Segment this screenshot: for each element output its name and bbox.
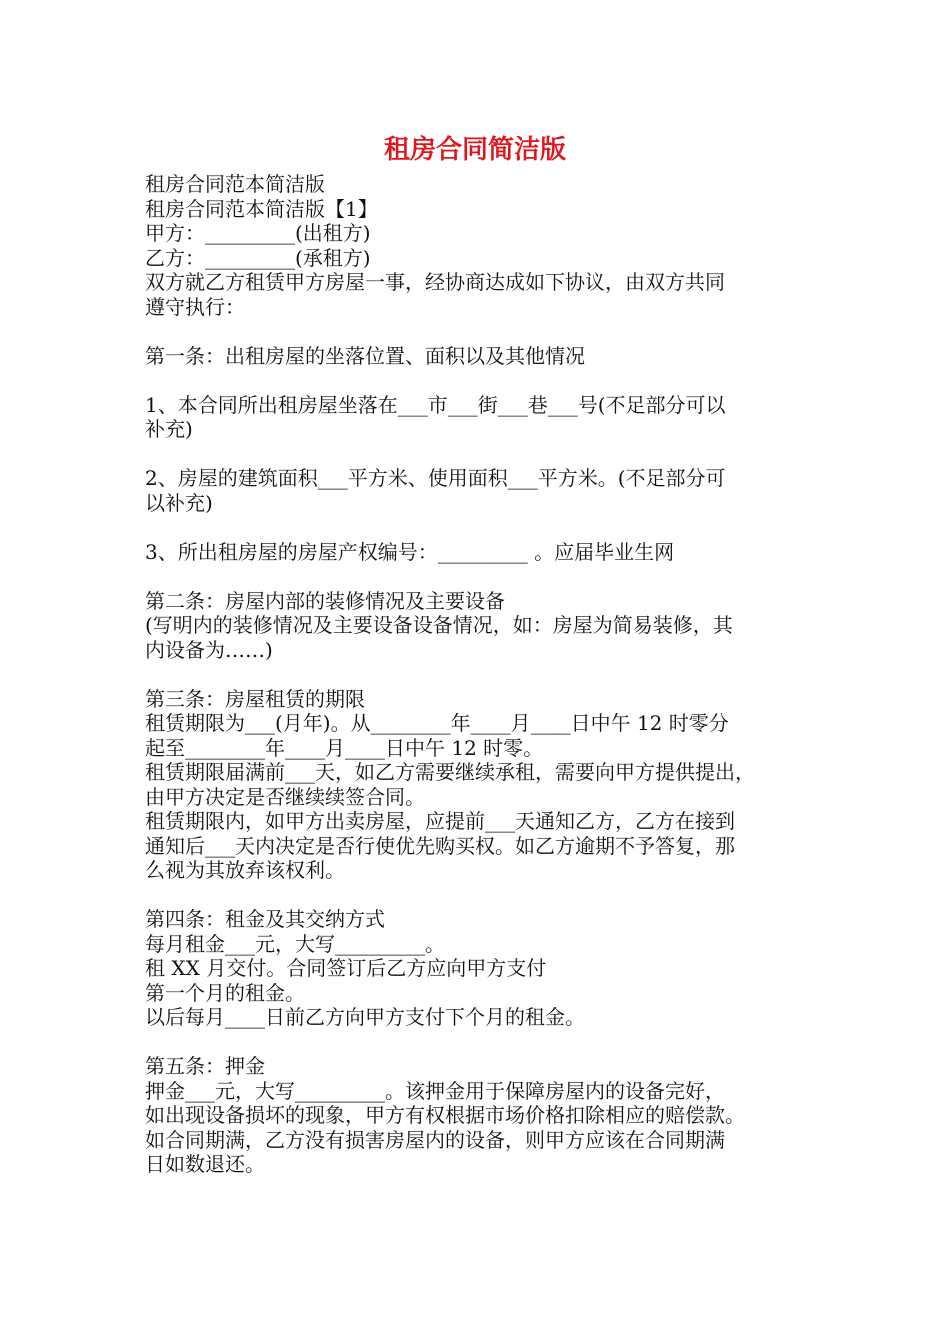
- blank-line: [145, 442, 825, 467]
- body-line: 租赁期限届满前___天，如乙方需要继续承租，需要向甲方提供提出，: [145, 760, 755, 784]
- body-line: 以后每月____日前乙方向甲方支付下个月的租金。: [145, 1005, 585, 1029]
- blank-line: [145, 1030, 825, 1055]
- body-line: 第一条：出租房屋的坐落位置、面积以及其他情况: [145, 343, 585, 368]
- body-line: 起至________年____月____日中午 12 时零。: [145, 735, 544, 760]
- body-line: 租赁期限内，如甲方出卖房屋，应提前___天通知乙方，乙方在接到: [145, 809, 735, 833]
- blank-line: [145, 319, 825, 344]
- body-line: 3、所出租房屋的房屋产权编号：_________ 。应届毕业生网: [145, 539, 675, 564]
- body-line: 押金___元，大写_________。该押金用于保障房屋内的设备完好，: [145, 1078, 725, 1103]
- body-line: 租房合同范本简洁版【1】: [145, 196, 378, 221]
- body-line: 补充): [145, 417, 193, 441]
- body-line: 每月租金___元，大写_________。: [145, 931, 445, 956]
- blank-line: [145, 368, 825, 393]
- body-line: 遵守执行：: [145, 294, 245, 319]
- body-line: 租 XX 月交付。合同签订后乙方应向甲方支付: [145, 956, 547, 980]
- body-line: 第四条：租金及其交纳方式: [145, 907, 385, 931]
- body-line: (写明内的装修情况及主要设备设备情况，如：房屋为简易装修，其: [145, 613, 733, 637]
- body-line: 内设备为……): [145, 637, 273, 662]
- body-line: 如合同期满，乙方没有损害房屋内的设备，则甲方应该在合同期满: [145, 1127, 725, 1152]
- body-line: 租房合同范本简洁版: [145, 172, 325, 196]
- body-line: 通知后___天内决定是否行使优先购买权。如乙方逾期不予答复，那: [145, 833, 735, 858]
- blank-line: [145, 883, 825, 908]
- blank-line: [145, 564, 825, 589]
- body-line: 租赁期限为___(月年)。从________年____月____日中午 12 时零分: [145, 711, 729, 735]
- body-line: 日如数退还。: [145, 1152, 265, 1176]
- body-line: 由甲方决定是否继续续签合同。: [145, 784, 425, 809]
- blank-line: [145, 515, 825, 540]
- body-line: 第三条：房屋租赁的期限: [145, 686, 365, 711]
- body-line: 第二条：房屋内部的装修情况及主要设备: [145, 588, 505, 613]
- body-line: 如出现设备损坏的现象，甲方有权根据市场价格扣除相应的赔偿款。: [145, 1103, 745, 1127]
- document-title: 租房合同简洁版: [383, 135, 566, 165]
- body-line: 甲方：_________(出租方): [145, 221, 371, 245]
- body-line: 么视为其放弃该权利。: [145, 858, 345, 882]
- body-line: 以补充): [145, 490, 213, 515]
- blank-line: [145, 662, 825, 687]
- body-line: 第五条：押金: [145, 1054, 265, 1078]
- body-line: 第一个月的租金。: [145, 980, 305, 1005]
- body-line: 双方就乙方租赁甲方房屋一事，经协商达成如下协议，由双方共同: [145, 270, 725, 294]
- body-line: 1、本合同所出租房屋坐落在___市___街___巷___号(不足部分可以: [145, 392, 726, 417]
- body-line: 2、房屋的建筑面积___平方米、使用面积___平方米。(不足部分可: [145, 466, 726, 490]
- body-line: 乙方：_________(承租方): [145, 245, 371, 270]
- document-body: [145, 172, 825, 1177]
